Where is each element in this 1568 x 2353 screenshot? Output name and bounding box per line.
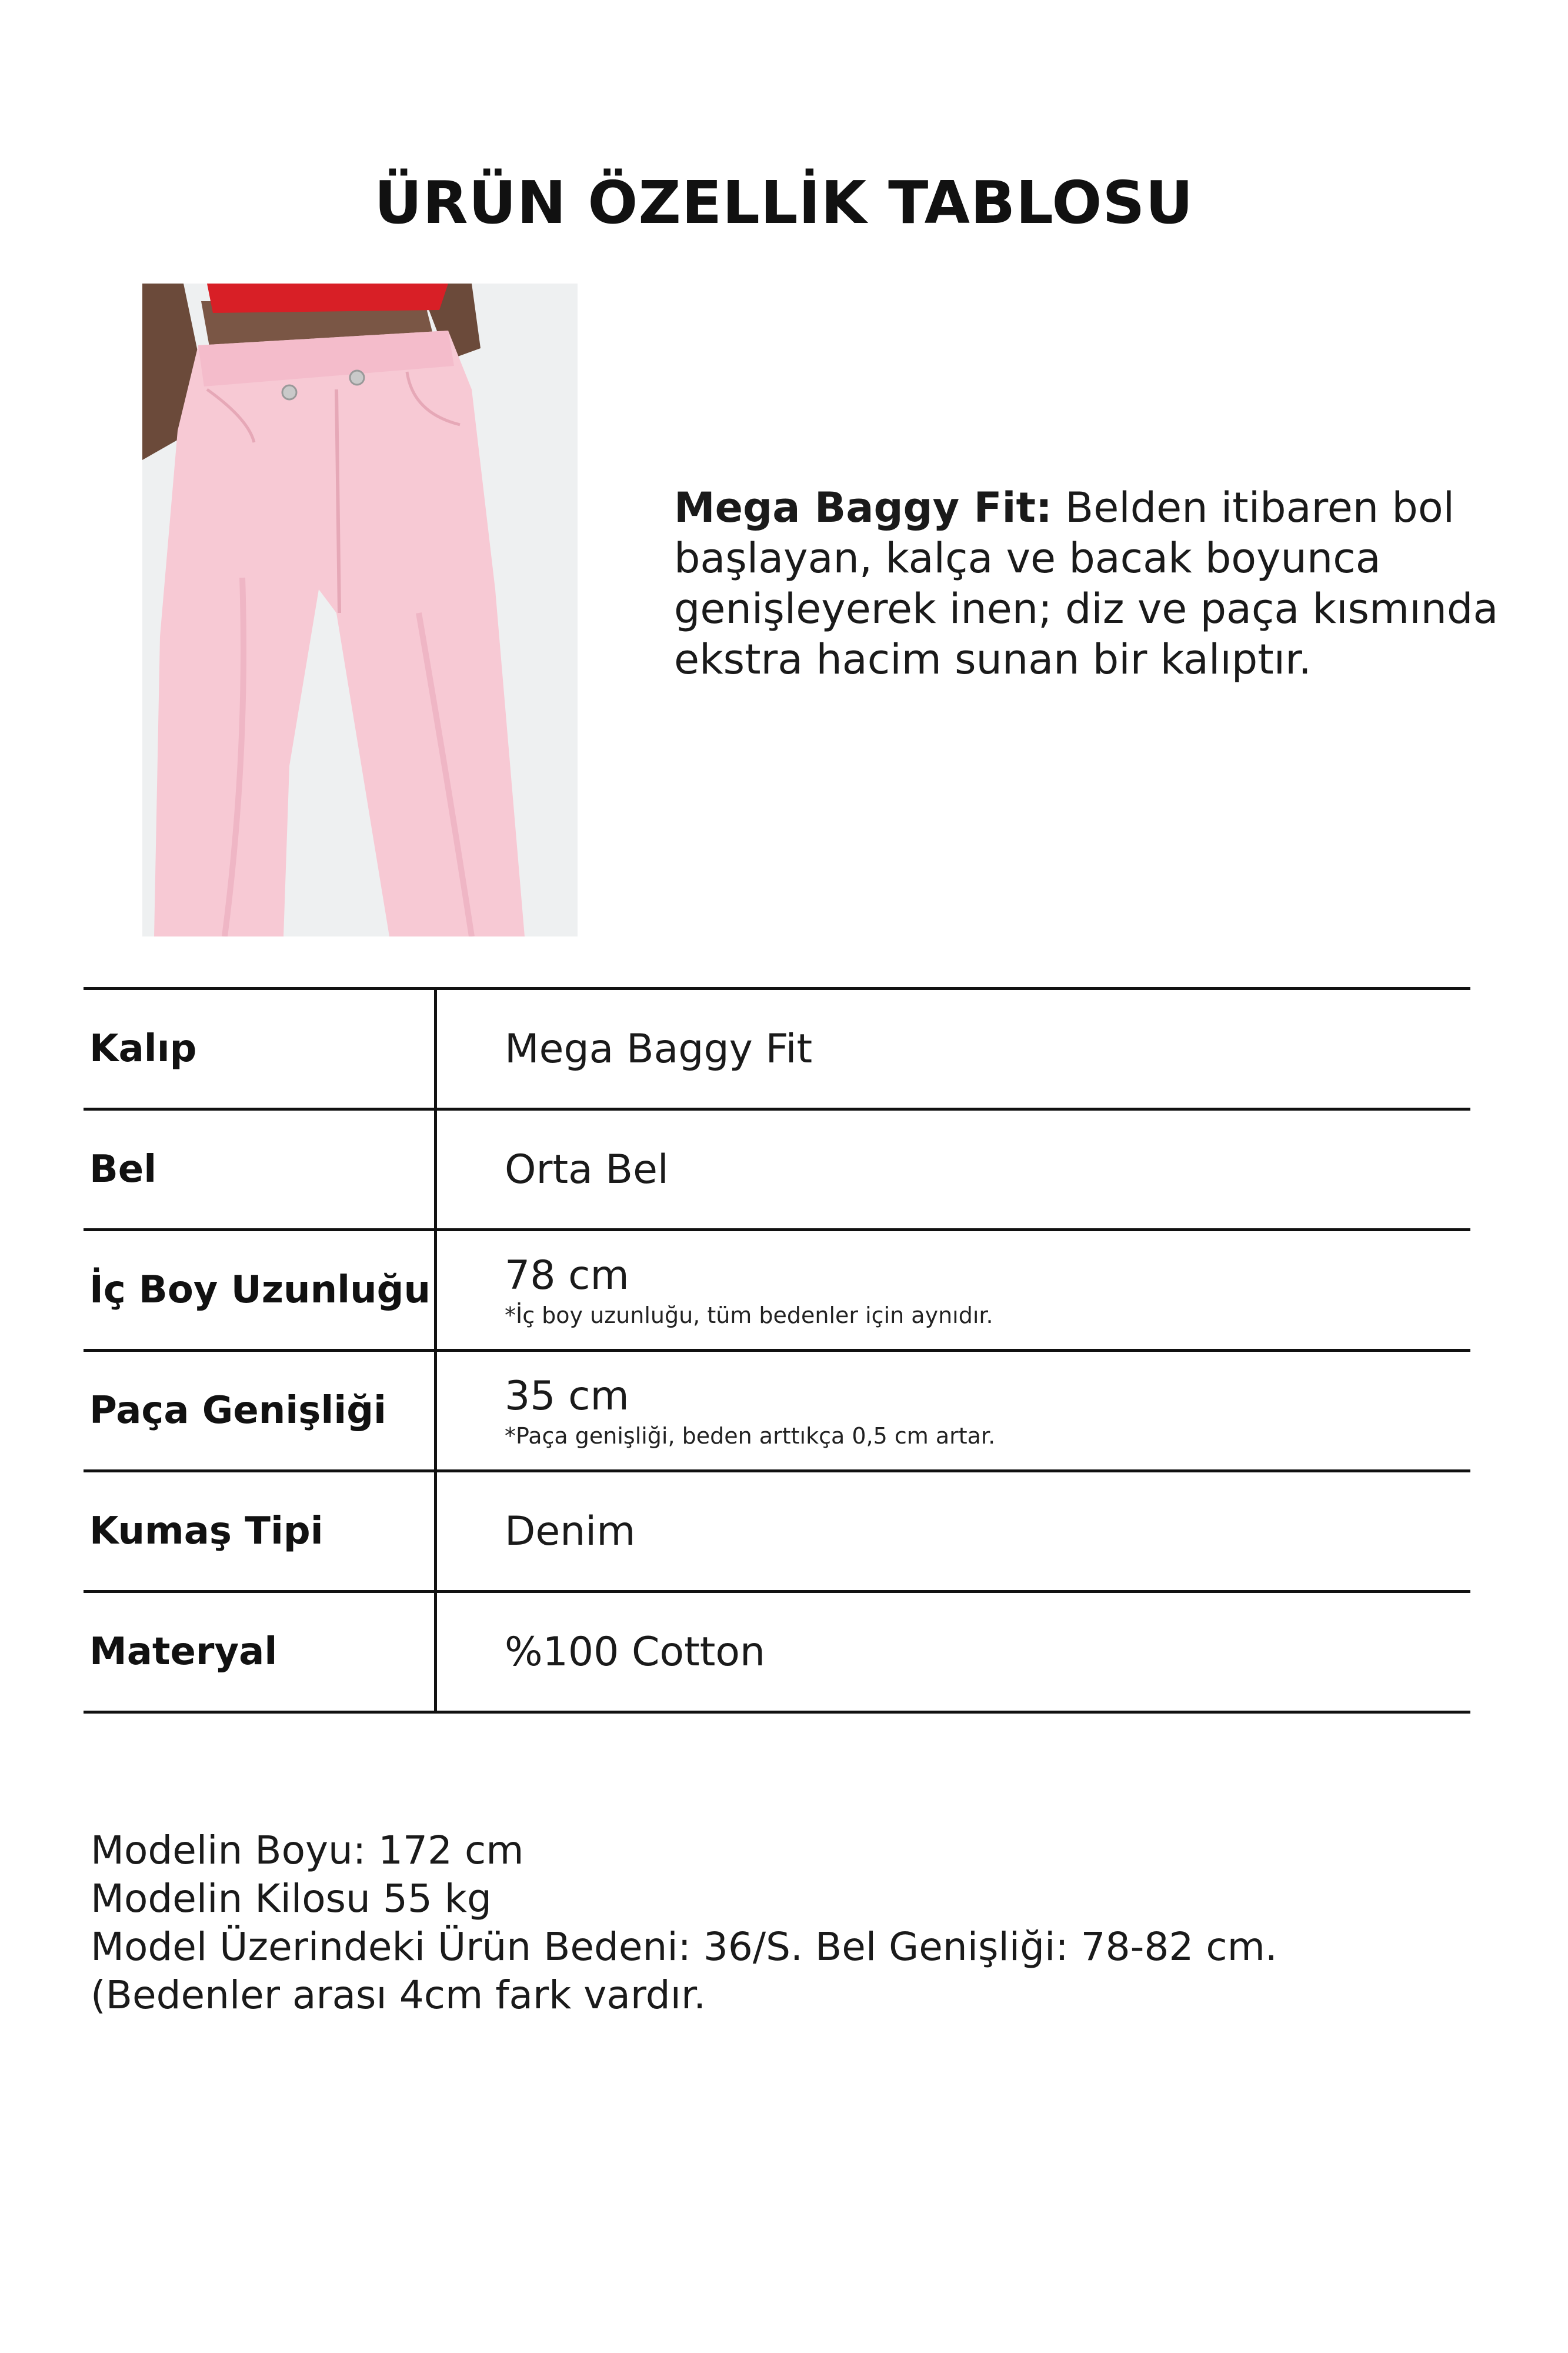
spec-label: İç Boy Uzunluğu — [89, 1268, 431, 1312]
spec-value-cell — [505, 990, 1446, 1108]
model-size: Model Üzerindeki Ürün Bedeni: 36/S. Bel Genişliği: 78-82 cm. (Bedenler arası 4cm fark vardır. — [91, 1924, 1277, 2018]
model-info — [91, 1827, 1443, 2019]
page-title: ÜRÜN ÖZELLİK TABLOSU — [374, 168, 1194, 237]
spec-note: *Paça genişliği, beden arttıkça 0,5 cm artar. — [505, 1422, 996, 1449]
spec-label: Kalıp — [89, 1027, 197, 1071]
spec-label: Paça Genişliği — [89, 1389, 386, 1432]
column-divider — [434, 1472, 437, 1590]
spec-label: Kumaş Tipi — [89, 1509, 323, 1553]
column-divider — [434, 1352, 437, 1469]
spec-table — [84, 987, 1470, 1714]
spec-value-cell — [505, 1593, 1446, 1711]
spec-value: Denim — [505, 1508, 636, 1555]
spec-value: Orta Bel — [505, 1146, 669, 1193]
spec-note: *İç boy uzunluğu, tüm bedenler için aynıdır. — [505, 1302, 993, 1328]
spec-row-kalip — [84, 987, 1470, 1108]
spec-value: %100 Cotton — [505, 1628, 766, 1675]
spec-row-paca — [84, 1349, 1470, 1469]
spec-value: 35 cm — [505, 1372, 629, 1419]
spec-label: Bel — [89, 1148, 157, 1191]
product-photo — [142, 284, 578, 936]
spec-label: Materyal — [89, 1630, 278, 1674]
model-weight: Modelin Kilosu 55 kg — [91, 1876, 492, 1921]
column-divider — [434, 990, 437, 1108]
spec-row-kumas — [84, 1469, 1470, 1590]
spec-row-bel — [84, 1108, 1470, 1228]
column-divider — [434, 1111, 437, 1228]
column-divider — [434, 1231, 437, 1349]
spec-value-cell — [505, 1352, 1446, 1469]
spec-row-materyal — [84, 1590, 1470, 1714]
fit-name: Mega Baggy Fit: — [674, 484, 1052, 532]
fit-text: Belden itibaren bol başlayan, kalça ve bacak boyunca genişleyerek inen; diz ve paça kısmında ekstra hacim sunan bir kalıptır. — [674, 484, 1499, 684]
spec-value-cell — [505, 1231, 1446, 1349]
spec-row-ic-boy — [84, 1228, 1470, 1349]
spec-value-cell — [505, 1472, 1446, 1590]
model-height: Modelin Boyu: 172 cm — [91, 1828, 524, 1873]
spec-value: 78 cm — [505, 1252, 629, 1299]
spec-value: Mega Baggy Fit — [505, 1025, 813, 1072]
spec-value-cell — [505, 1111, 1446, 1228]
fit-description — [674, 482, 1509, 685]
column-divider — [434, 1593, 437, 1711]
